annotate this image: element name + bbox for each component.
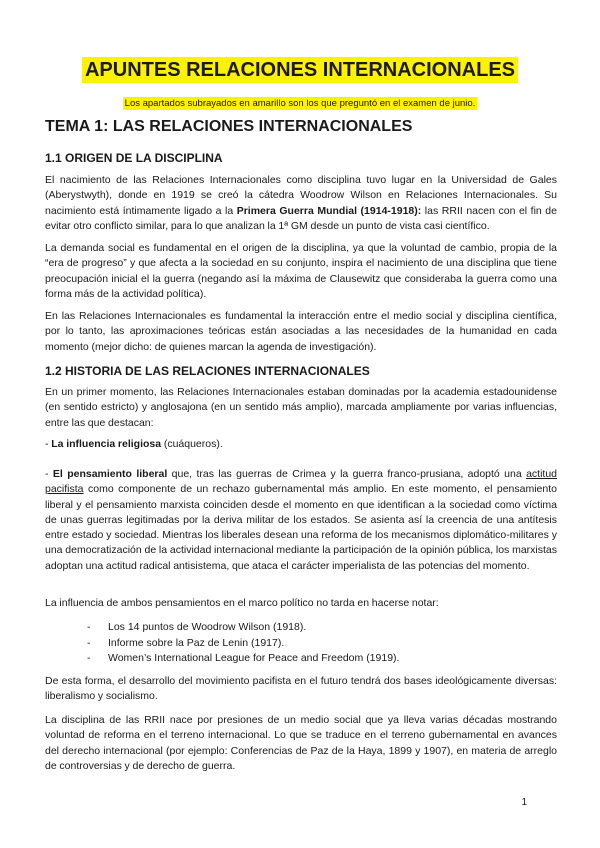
liberal-thought-item — [45, 467, 557, 574]
underlined-run: actitud pacifista — [45, 468, 557, 496]
section-2-heading: 1.2 HISTORIA DE LAS RELACIONES INTERNACIONALES — [45, 364, 370, 378]
list-item-text: Women’s International League for Peace and Freedom (1919). — [108, 652, 400, 664]
section-2-paragraph-influence: La influencia de ambos pensamientos en el marco político no tarda en hacerse notar: — [45, 597, 439, 609]
bold-run: El pensamiento liberal — [52, 468, 168, 480]
section-2-paragraph-pacifism: De esta forma, el desarrollo del movimiento pacifista en el futuro tendrá dos bases ideológicamente diversas: liberalismo y socialismo. — [45, 675, 557, 703]
list-item-text: Informe sobre la Paz de Lenin (1917). — [108, 636, 285, 649]
section-2-paragraph-discipline: La disciplina de las RRII nace por presiones de un medio social que ya lleva varias décadas mostrando voluntad de reforma en el terreno internacional. Lo que se traduce en el terreno gubernamental en avances del derecho internacional (por ejemplo: Conferencias de Paz de la Haya, 1899 y 1907), en materia de arreglo de controversias y de derecho de guerra. — [45, 714, 557, 772]
text-run: (cuáqueros). — [161, 438, 223, 450]
bold-run: Primera Guerra Mundial (1914-1918): — [236, 204, 422, 217]
list-item — [87, 620, 399, 636]
religious-influence-item — [45, 437, 557, 452]
text-run: El nacimiento de las Relaciones Internacionales como disciplina tuvo lugar en la Universidad de Gales (Aberystwyth), donde en 1919 se creó la cátedra Woodrow Wilson en Relaciones Internacionales. Su nacimiento está íntimamente ligado a la — [45, 174, 557, 217]
tema-heading: TEMA 1: LAS RELACIONES INTERNACIONALES — [45, 118, 413, 135]
section-1-paragraph-2: La demanda social es fundamental en el origen de la disciplina, ya que la voluntad de cambio, propia de la “era de progreso” y que afecta a la sociedad en su conjunto, inspira el nacimiento de una disciplina que tiene preocupación inicial el la guerra (negando así la máxima de Clausewitz que consideraba la guerra como una forma más de la actividad política). — [45, 242, 557, 300]
section-1-heading: 1.1 ORIGEN DE LA DISCIPLINA — [45, 151, 223, 165]
bold-run: La influencia religiosa — [51, 438, 162, 450]
dash: - — [87, 636, 91, 649]
dash: - — [45, 438, 52, 450]
dash: - — [87, 621, 91, 633]
exam-note: Los apartados subrayados en amarillo son los que preguntó en el examen de junio. — [124, 98, 476, 109]
section-2-paragraph-1: En un primer momento, las Relaciones Internacionales estaban dominadas por la academia estadounidense (en sentido estricto) y anglosajona (en un sentido más amplio), marcada ampliamente por varias influencias, entre las que destacan: — [45, 386, 557, 429]
note-block — [0, 93, 600, 111]
dash: - — [45, 468, 53, 480]
page-number: 1 — [521, 797, 527, 808]
text-run: que, tras las guerras de Crimea y la guerra franco-prusiana, adoptó una — [167, 468, 527, 480]
section-1-paragraph-3: En las Relaciones Internacionales es fundamental la interacción entre el medio social y disciplina científica, por lo tanto, las aproximaciones teóricas están asociadas a las necesidades de la humanidad en cada momento (mejor dicho: de quienes marcan la agenda de investigación). — [45, 310, 557, 353]
document-title: APUNTES RELACIONES INTERNACIONALES — [82, 57, 518, 83]
list-item-text: Los 14 puntos de Woodrow Wilson (1918). — [108, 621, 307, 633]
list-item — [87, 651, 399, 667]
dash: - — [87, 652, 91, 664]
section-1-paragraph-1 — [45, 173, 557, 234]
list-item — [87, 636, 399, 652]
text-run: las RRII nacen con el fin de evitar otro conflicto similar, para lo que analizan la 1ª GM desde un punto de vista casi científico. — [45, 204, 557, 232]
political-milestones-list — [87, 620, 399, 667]
text-run: como componente de un rechazo gubernamental más amplio. En este momento, el pensamiento liberal y el pensamiento marxista coinciden desde el momento en que identifican a la sociedad como víctima de unas guerras legitimadas por la deriva militar de los estados. Se asienta así la creencia de una antítesis entre estado y sociedad. Mientras los liberales desean una reforma de los mecanismos diplomático-militares y una democratización de la actividad internacional mediante la participación de la opinión pública, los marxistas adoptan una actitud radical antisistema, que ataca el carácter imperialista de las potencias del momento. — [45, 483, 557, 572]
title-block — [0, 57, 600, 83]
